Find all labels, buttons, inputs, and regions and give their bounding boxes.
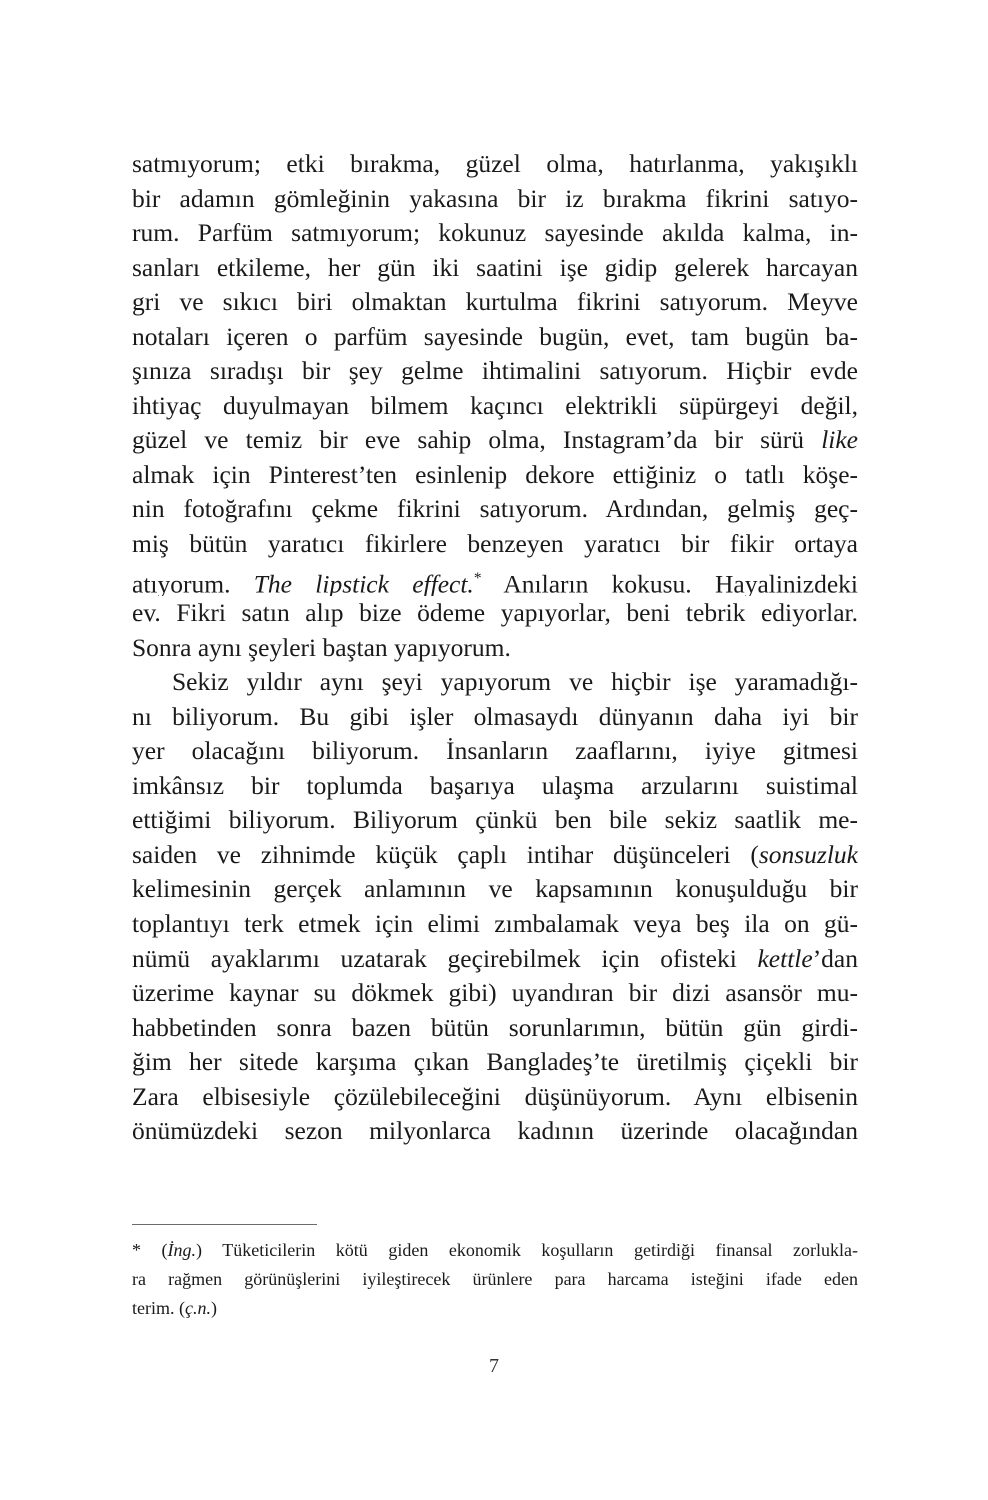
body-line: ettiğimi biliyorum. Biliyorum çünkü ben bile sekiz saatlik me-: [132, 805, 858, 835]
body-line: notaları içeren o parfüm sayesinde bugün, evet, tam bugün ba-: [132, 321, 858, 351]
body-line: Sonra aynı şeyleri baştan yapıyorum.: [132, 632, 511, 662]
footnote-divider: [132, 1224, 317, 1225]
body-line: saiden ve zihnimde küçük çaplı intihar düşünceleri (sonsuzluk: [132, 839, 858, 869]
body-line: gri ve sıkıcı biri olmaktan kurtulma fikrini satıyorum. Meyve: [132, 287, 858, 317]
body-line: rum. Parfüm satmıyorum; kokunuz sayesinde akılda kalma, in-: [132, 218, 858, 248]
body-line: sanları etkileme, her gün iki saatini işe gidip gelerek harcayan: [132, 252, 858, 282]
body-line: önümüzdeki sezon milyonlarca kadının üzerinde olacağından: [132, 1116, 858, 1146]
body-line: nümü ayaklarımı uzatarak geçirebilmek için ofisteki kettle’dan: [132, 943, 858, 973]
body-line: habbetinden sonra bazen bütün sorunlarımın, bütün gün girdi-: [132, 1012, 858, 1042]
body-line: miş bütün yaratıcı fikirlere benzeyen yaratıcı bir fikir ortaya: [132, 529, 858, 559]
body-line: nı biliyorum. Bu gibi işler olmasaydı dünyanın daha iyi bir: [132, 701, 858, 731]
footnote-line: ra rağmen görünüşlerini iyileştirecek ürünlere para harcama isteğini ifade eden: [132, 1269, 858, 1289]
body-line: ev. Fikri satın alıp bize ödeme yapıyorlar, beni tebrik ediyorlar.: [132, 598, 858, 628]
body-line: üzerime kaynar su dökmek gibi) uyandıran bir dizi asansör mu-: [132, 978, 858, 1008]
footnote: [132, 1236, 858, 1323]
body-line: yer olacağını biliyorum. İnsanların zaaflarını, iyiye gitmesi: [132, 736, 858, 766]
body-line: toplantıyı terk etmek için elimi zımbalamak veya beş ila on gü-: [132, 909, 858, 939]
footnote-line: terim. (ç.n.): [132, 1298, 217, 1318]
body-line: satmıyorum; etki bırakma, güzel olma, hatırlanma, yakışıklı: [132, 149, 858, 178]
body-line: ğim her sitede karşıma çıkan Bangladeş’te üretilmiş çiçekli bir: [132, 1047, 858, 1077]
body-line: almak için Pinterest’ten esinlenip dekore ettiğiniz o tatlı köşe-: [132, 459, 858, 489]
body-text: [132, 147, 858, 1149]
body-line: imkânsız bir toplumda başarıya ulaşma arzularını suistimal: [132, 770, 858, 800]
page-number: 7: [489, 1355, 499, 1377]
body-line: bir adamın gömleğinin yakasına bir iz bırakma fikrini satıyo-: [132, 183, 858, 213]
body-line: nin fotoğrafını çekme fikrini satıyorum. Ardından, gelmiş geç-: [132, 494, 858, 524]
body-line: kelimesinin gerçek anlamının ve kapsamının konuşulduğu bir: [132, 874, 858, 904]
body-line: güzel ve temiz bir eve sahip olma, Instagram’da bir sürü like: [132, 425, 858, 455]
body-line: ihtiyaç duyulmayan bilmem kaçıncı elektrikli süpürgeyi değil,: [132, 390, 858, 420]
body-line: Zara elbisesiyle çözülebileceğini düşünüyorum. Aynı elbisenin: [132, 1081, 858, 1111]
body-line: atıyorum. The lipstick effect.* Anıların kokusu. Hayalinizdeki: [132, 569, 858, 597]
body-line: şınıza sıradışı bir şey gelme ihtimalini satıyorum. Hiçbir evde: [132, 356, 858, 386]
footnote-line: * (İng.) Tüketicilerin kötü giden ekonomik koşulların getirdiği finansal zorlukla-: [132, 1240, 858, 1260]
body-line: Sekiz yıldır aynı şeyi yapıyorum ve hiçbir işe yaramadığı-: [172, 667, 858, 697]
